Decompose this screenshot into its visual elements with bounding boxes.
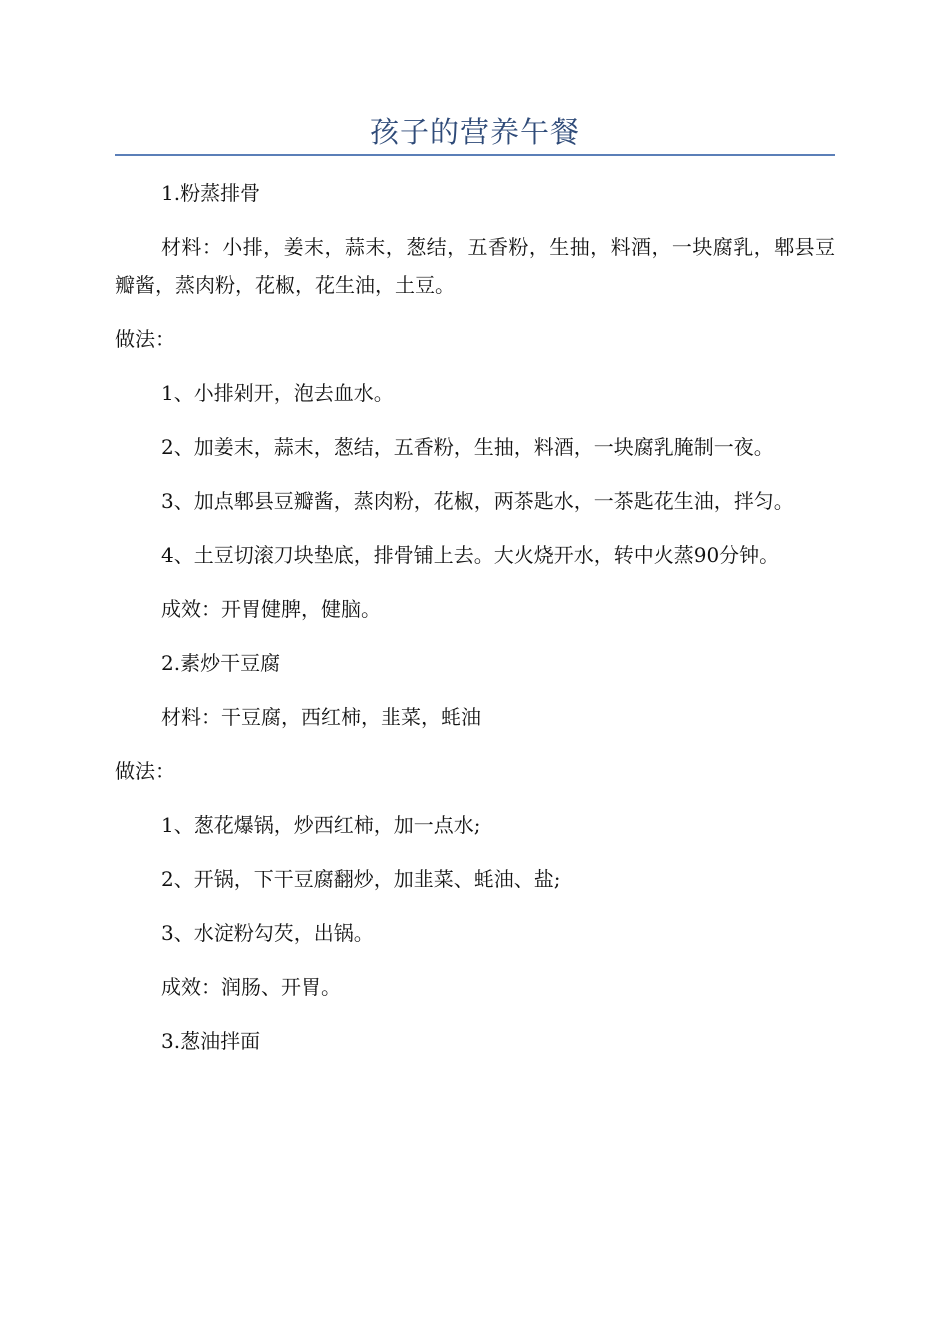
recipe-1-step-2: 2、加姜末，蒜末，葱结，五香粉，生抽，料酒，一块腐乳腌制一夜。: [161, 435, 774, 459]
recipe-heading-1: 1.粉蒸排骨: [161, 181, 261, 205]
title-underline: [115, 154, 835, 156]
recipe-2-method-label: 做法：: [115, 759, 175, 783]
recipe-2-ingredients: 材料：干豆腐，西红柿，韭菜，蚝油: [161, 705, 481, 729]
recipe-1-ingredients: 材料：小排，姜末，蒜末，葱结，五香粉，生抽，料酒，一块腐乳，郫县豆瓣酱，蒸肉粉，花椒，花生油，土豆。: [115, 235, 835, 297]
recipe-1-step-3: 3、加点郫县豆瓣酱，蒸肉粉，花椒，两茶匙水，一茶匙花生油，拌匀。: [161, 489, 794, 513]
recipe-2-step-1: 1、葱花爆锅，炒西红柿，加一点水;: [161, 813, 481, 837]
recipe-2-effect: 成效：润肠、开胃。: [161, 975, 341, 999]
recipe-heading-2: 2.素炒干豆腐: [161, 651, 281, 675]
recipe-heading-3: 3.葱油拌面: [161, 1029, 261, 1053]
recipe-1-method-label: 做法：: [115, 327, 175, 351]
recipe-2-step-2: 2、开锅，下干豆腐翻炒，加韭菜、蚝油、盐;: [161, 867, 561, 891]
page-title: 孩子的营养午餐: [369, 115, 580, 149]
recipe-2-step-3: 3、水淀粉勾芡，出锅。: [161, 921, 374, 945]
recipe-1-step-4: 4、土豆切滚刀块垫底，排骨铺上去。大火烧开水，转中火蒸90分钟。: [161, 543, 780, 567]
recipe-1-effect: 成效：开胃健脾，健脑。: [161, 597, 381, 621]
recipe-1-step-1: 1、小排剁开，泡去血水。: [161, 381, 394, 405]
document-body: [115, 174, 835, 1076]
